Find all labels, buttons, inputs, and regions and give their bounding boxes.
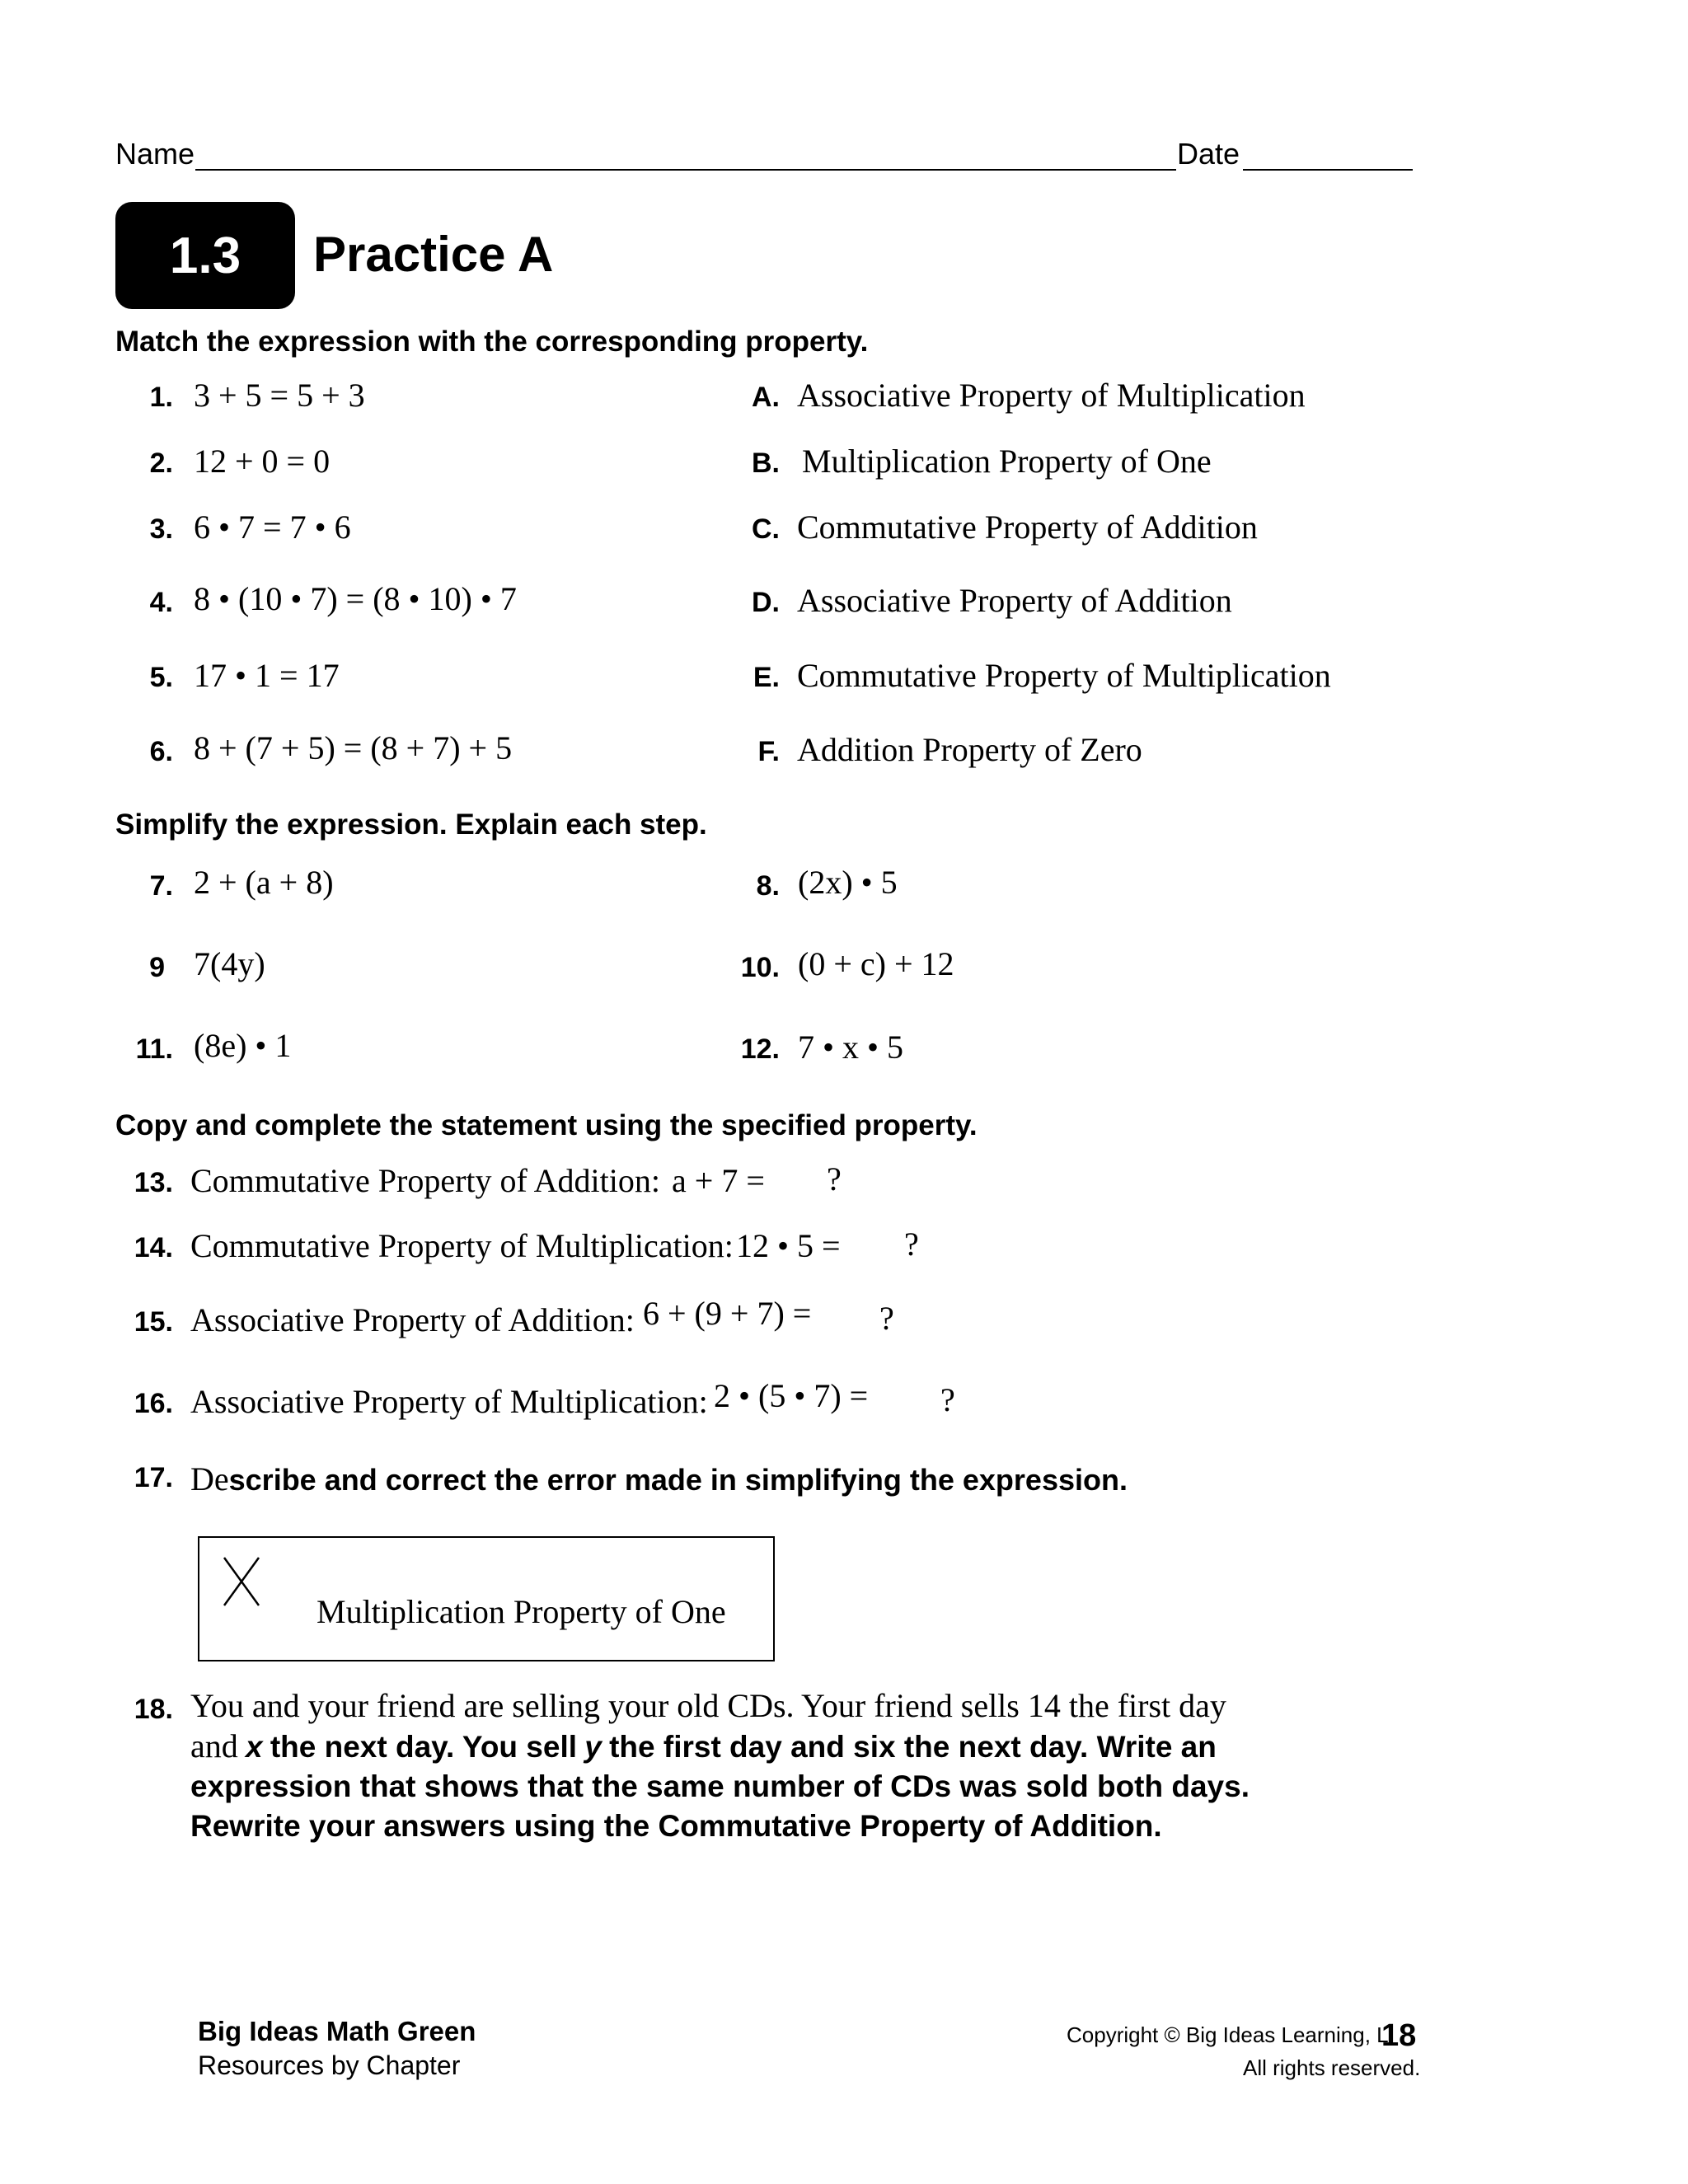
item-number: 16.	[134, 1388, 173, 1419]
item-number: 12.	[740, 1033, 780, 1065]
match-expression: 12 + 0 = 0	[194, 443, 331, 480]
error-x-icon	[221, 1554, 262, 1609]
property-letter: D.	[752, 587, 780, 618]
item-number: 8.	[756, 870, 780, 902]
property-name: Commutative Property of Multiplication	[797, 657, 1331, 694]
match-expression: 8 • (10 • 7) = (8 • 10) • 7	[194, 580, 517, 617]
property-letter: B.	[752, 448, 780, 479]
property-letter: F.	[757, 736, 780, 767]
q18-part2: the next day. You sell	[270, 1730, 578, 1764]
name-label: Name	[115, 137, 195, 171]
date-field-line[interactable]	[1243, 169, 1413, 171]
section2-instruction: Simplify the expression. Explain each step.	[115, 808, 707, 841]
statement-expression: 6 + (9 + 7) =	[643, 1295, 812, 1332]
answer-blank: ?	[940, 1381, 955, 1418]
item-number: 6.	[149, 736, 173, 767]
match-expression: 17 • 1 = 17	[194, 657, 340, 694]
property-name: Multiplication Property of One	[802, 443, 1212, 480]
property-label: Associative Property of Addition:	[190, 1301, 635, 1338]
property-name: Associative Property of Addition	[797, 582, 1232, 619]
simplify-expression: 7(4y)	[194, 945, 265, 982]
item-number: 10.	[740, 952, 780, 983]
page-title: Practice A	[313, 227, 554, 282]
property-letter: A.	[752, 382, 780, 413]
statement-expression: a + 7 =	[672, 1162, 765, 1199]
item-number: 17.	[134, 1462, 173, 1493]
page-number: 18	[1381, 2018, 1417, 2053]
item-number: 13.	[134, 1167, 173, 1198]
name-field-line[interactable]	[195, 169, 1176, 171]
q17-prompt	[190, 1460, 1128, 1498]
property-label: Commutative Property of Addition:	[190, 1162, 660, 1199]
item-number: 1.	[149, 382, 173, 413]
q18-part3: the first day and six the next day. Write an expression that shows that the same number of CDs was sold both days. Rewrite your answers using the Commutative Property of Addition.	[190, 1730, 1250, 1843]
footer-rights: All rights reserved.	[1243, 2055, 1421, 2080]
footer-subtitle: Resources by Chapter	[198, 2050, 461, 2080]
property-name: Associative Property of Multiplication	[797, 377, 1306, 414]
simplify-expression: 2 + (a + 8)	[194, 864, 334, 901]
simplify-expression: (0 + c) + 12	[798, 945, 954, 982]
error-example-box	[198, 1536, 775, 1661]
property-name: Commutative Property of Addition	[797, 509, 1258, 546]
section3-instruction: Copy and complete the statement using the specified property.	[115, 1109, 978, 1141]
item-number: 7.	[149, 870, 173, 902]
simplify-expression: 7 • x • 5	[798, 1029, 904, 1066]
q18-var-y: y	[584, 1730, 602, 1764]
answer-blank: ?	[879, 1300, 894, 1337]
item-number: 2.	[149, 448, 173, 479]
date-label: Date	[1177, 137, 1240, 171]
property-label: Commutative Property of Multiplication:	[190, 1227, 734, 1264]
item-number: 14.	[134, 1232, 173, 1263]
item-number: 5.	[149, 662, 173, 693]
q17-prompt-rest: scribe and correct the error made in simplifying the expression.	[228, 1463, 1128, 1497]
q17-prompt-lead: De	[190, 1460, 229, 1497]
footer-copyright: Copyright © Big Ideas Learning, L	[1067, 2022, 1389, 2047]
section1-instruction: Match the expression with the corresponding property.	[115, 326, 869, 358]
item-number: 4.	[149, 587, 173, 618]
answer-blank: ?	[827, 1160, 842, 1197]
simplify-expression: (2x) • 5	[798, 864, 898, 901]
q18-text	[190, 1686, 1262, 1846]
property-letter: E.	[753, 662, 780, 693]
error-box-text: Multiplication Property of One	[316, 1593, 726, 1630]
lesson-number: 1.3	[169, 227, 241, 284]
item-number: 18.	[134, 1694, 173, 1725]
item-number: 3.	[149, 513, 173, 545]
property-label: Associative Property of Multiplication:	[190, 1383, 708, 1420]
lesson-badge	[115, 202, 295, 309]
simplify-expression: (8e) • 1	[194, 1027, 292, 1064]
statement-expression: 12 • 5 =	[736, 1227, 841, 1264]
match-expression: 6 • 7 = 7 • 6	[194, 509, 351, 546]
item-number: 9	[149, 952, 165, 983]
q18-var-x: x	[246, 1730, 263, 1764]
q18-part1: You and your friend are selling your old CDs. Your friend sells 14 the first day and	[190, 1687, 1226, 1765]
property-letter: C.	[752, 513, 780, 545]
answer-blank: ?	[904, 1226, 919, 1263]
match-expression: 3 + 5 = 5 + 3	[194, 377, 365, 414]
match-expression: 8 + (7 + 5) = (8 + 7) + 5	[194, 729, 513, 766]
property-name: Addition Property of Zero	[797, 731, 1142, 768]
item-number: 11.	[135, 1033, 173, 1065]
item-number: 15.	[134, 1306, 173, 1338]
statement-expression: 2 • (5 • 7) =	[714, 1377, 869, 1414]
footer-book-title: Big Ideas Math Green	[198, 2016, 476, 2046]
